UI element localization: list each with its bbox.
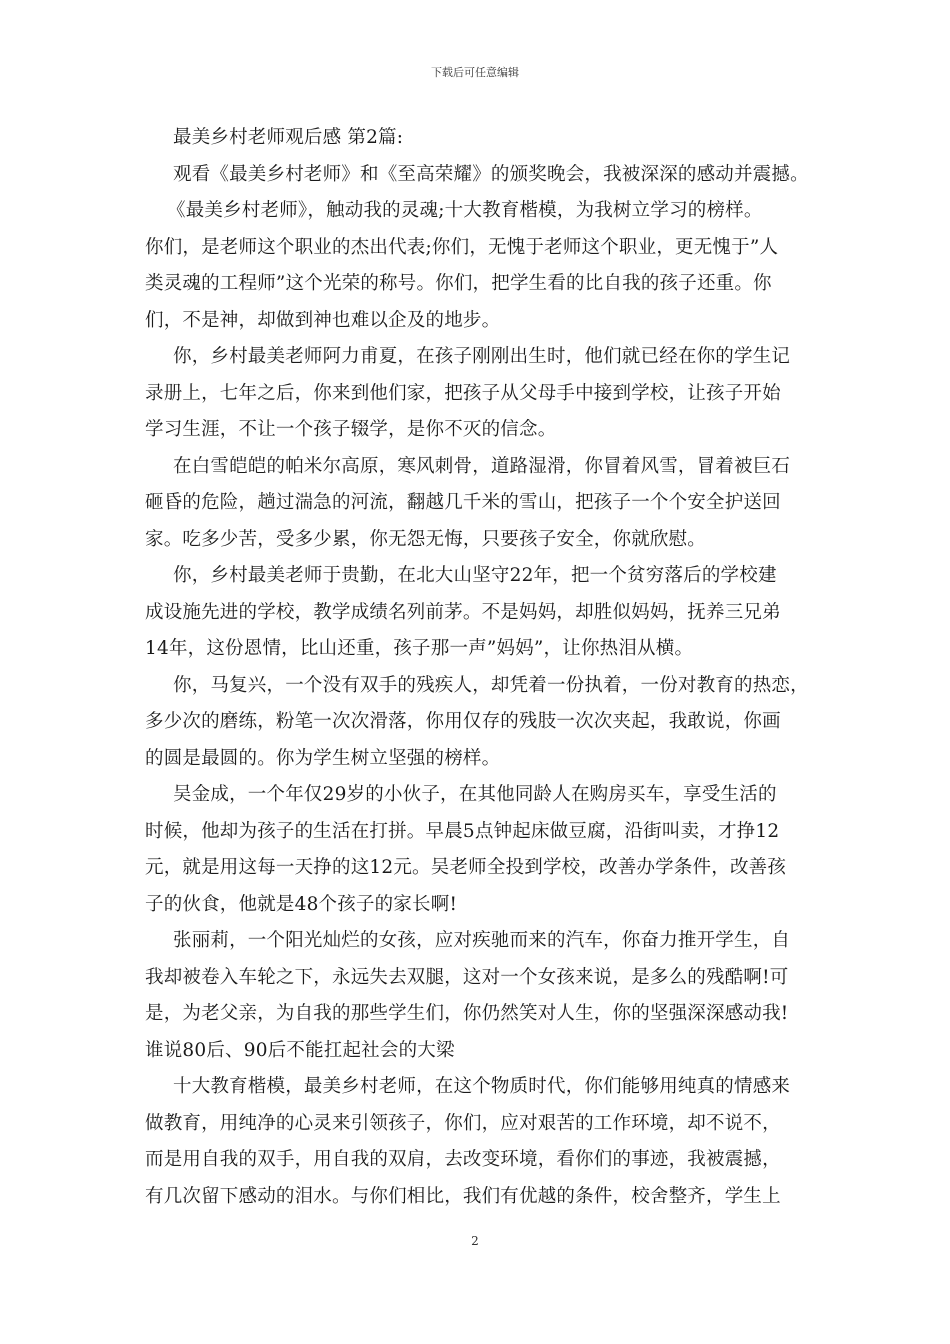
- page-header: 下载后可任意编辑: [431, 66, 519, 79]
- text-line: 而是用自我的双手，用自我的双肩，去改变环境，看你们的事迹，我被震撼，: [145, 1149, 781, 1170]
- text-line: 子的伙食，他就是48个孩子的家长啊!: [145, 893, 458, 915]
- text-line: 谁说80后、90后不能扛起社会的大梁: [145, 1039, 455, 1061]
- text-line: 砸昏的危险，趟过湍急的河流，翻越几千米的雪山，把孩子一个个安全护送回: [145, 492, 781, 513]
- document-body: [145, 120, 809, 1215]
- text-line: 时候，他却为孩子的生活在打拼。早晨5点钟起床做豆腐，沿街叫卖，才挣12: [145, 820, 780, 842]
- text-line: 类灵魂的工程师”这个光荣的称号。你们，把学生看的比自我的孩子还重。你: [145, 273, 772, 294]
- text-line: 十大教育楷模，最美乡村老师，在这个物质时代，你们能够用纯真的情感来: [173, 1076, 791, 1097]
- text-line: 张丽莉，一个阳光灿烂的女孩，应对疾驰而来的汽车，你奋力推开学生，自: [173, 930, 791, 951]
- text-line: 学习生涯，不让一个孩子辍学，是你不灭的信念。: [145, 419, 557, 440]
- text-line: 元，就是用这每一天挣的这12元。吴老师全投到学校，改善办学条件，改善孩: [145, 857, 787, 878]
- text-line: 你，乡村最美老师于贵勤，在北大山坚守22年，把一个贫穷落后的学校建: [173, 565, 777, 586]
- text-line: 你们，是老师这个职业的杰出代表;你们，无愧于老师这个职业，更无愧于”人: [145, 236, 779, 258]
- text-line: 成设施先进的学校，教学成绩名列前茅。不是妈妈，却胜似妈妈，抚养三兄弟: [145, 601, 781, 623]
- text-line: 你，马复兴，一个没有双手的残疾人，却凭着一份执着，一份对教育的热恋，: [173, 674, 809, 696]
- text-line: 在白雪皑皑的帕米尔高原，寒风刺骨，道路湿滑，你冒着风雪，冒着被巨石: [173, 455, 791, 477]
- text-line: 多少次的磨练，粉笔一次次滑落，你用仅存的残肢一次次夹起，我敢说，你画: [145, 711, 781, 732]
- text-line: 我却被卷入车轮之下，永远失去双腿，这对一个女孩来说，是多么的残酷啊!可: [145, 966, 789, 988]
- text-line: 录册上，七年之后，你来到他们家，把孩子从父母手中接到学校，让孩子开始: [145, 382, 781, 404]
- page-number: 2: [471, 1234, 479, 1248]
- text-line: 吴金成，一个年仅29岁的小伙子，在其他同龄人在购房买车，享受生活的: [173, 784, 777, 805]
- text-line: 观看《最美乡村老师》和《至高荣耀》的颁奖晚会，我被深深的感动并震撼。: [173, 163, 809, 185]
- text-line: 做教育，用纯净的心灵来引领孩子，你们，应对艰苦的工作环境，却不说不，: [145, 1112, 781, 1134]
- text-line: 是，为老父亲，为自我的那些学生们，你仍然笑对人生，你的坚强深深感动我!: [145, 1003, 789, 1024]
- text-line: 14年，这份恩情，比山还重，孩子那一声”妈妈”，让你热泪从横。: [145, 638, 694, 659]
- text-line: 《最美乡村老师》，触动我的灵魂;十大教育楷模，为我树立学习的榜样。: [167, 200, 763, 221]
- text-line: 们，不是神，却做到神也难以企及的地步。: [145, 309, 501, 331]
- text-line: 最美乡村老师观后感 第2篇:: [173, 127, 404, 148]
- text-line: 你，乡村最美老师阿力甫夏，在孩子刚刚出生时，他们就已经在你的学生记: [173, 346, 791, 367]
- text-line: 的圆是最圆的。你为学生树立坚强的榜样。: [145, 747, 501, 769]
- text-line: 家。吃多少苦，受多少累，你无怨无悔，只要孩子安全，你就欣慰。: [145, 528, 707, 550]
- text-line: 有几次留下感动的泪水。与你们相比，我们有优越的条件，校舍整齐，学生上: [145, 1185, 781, 1207]
